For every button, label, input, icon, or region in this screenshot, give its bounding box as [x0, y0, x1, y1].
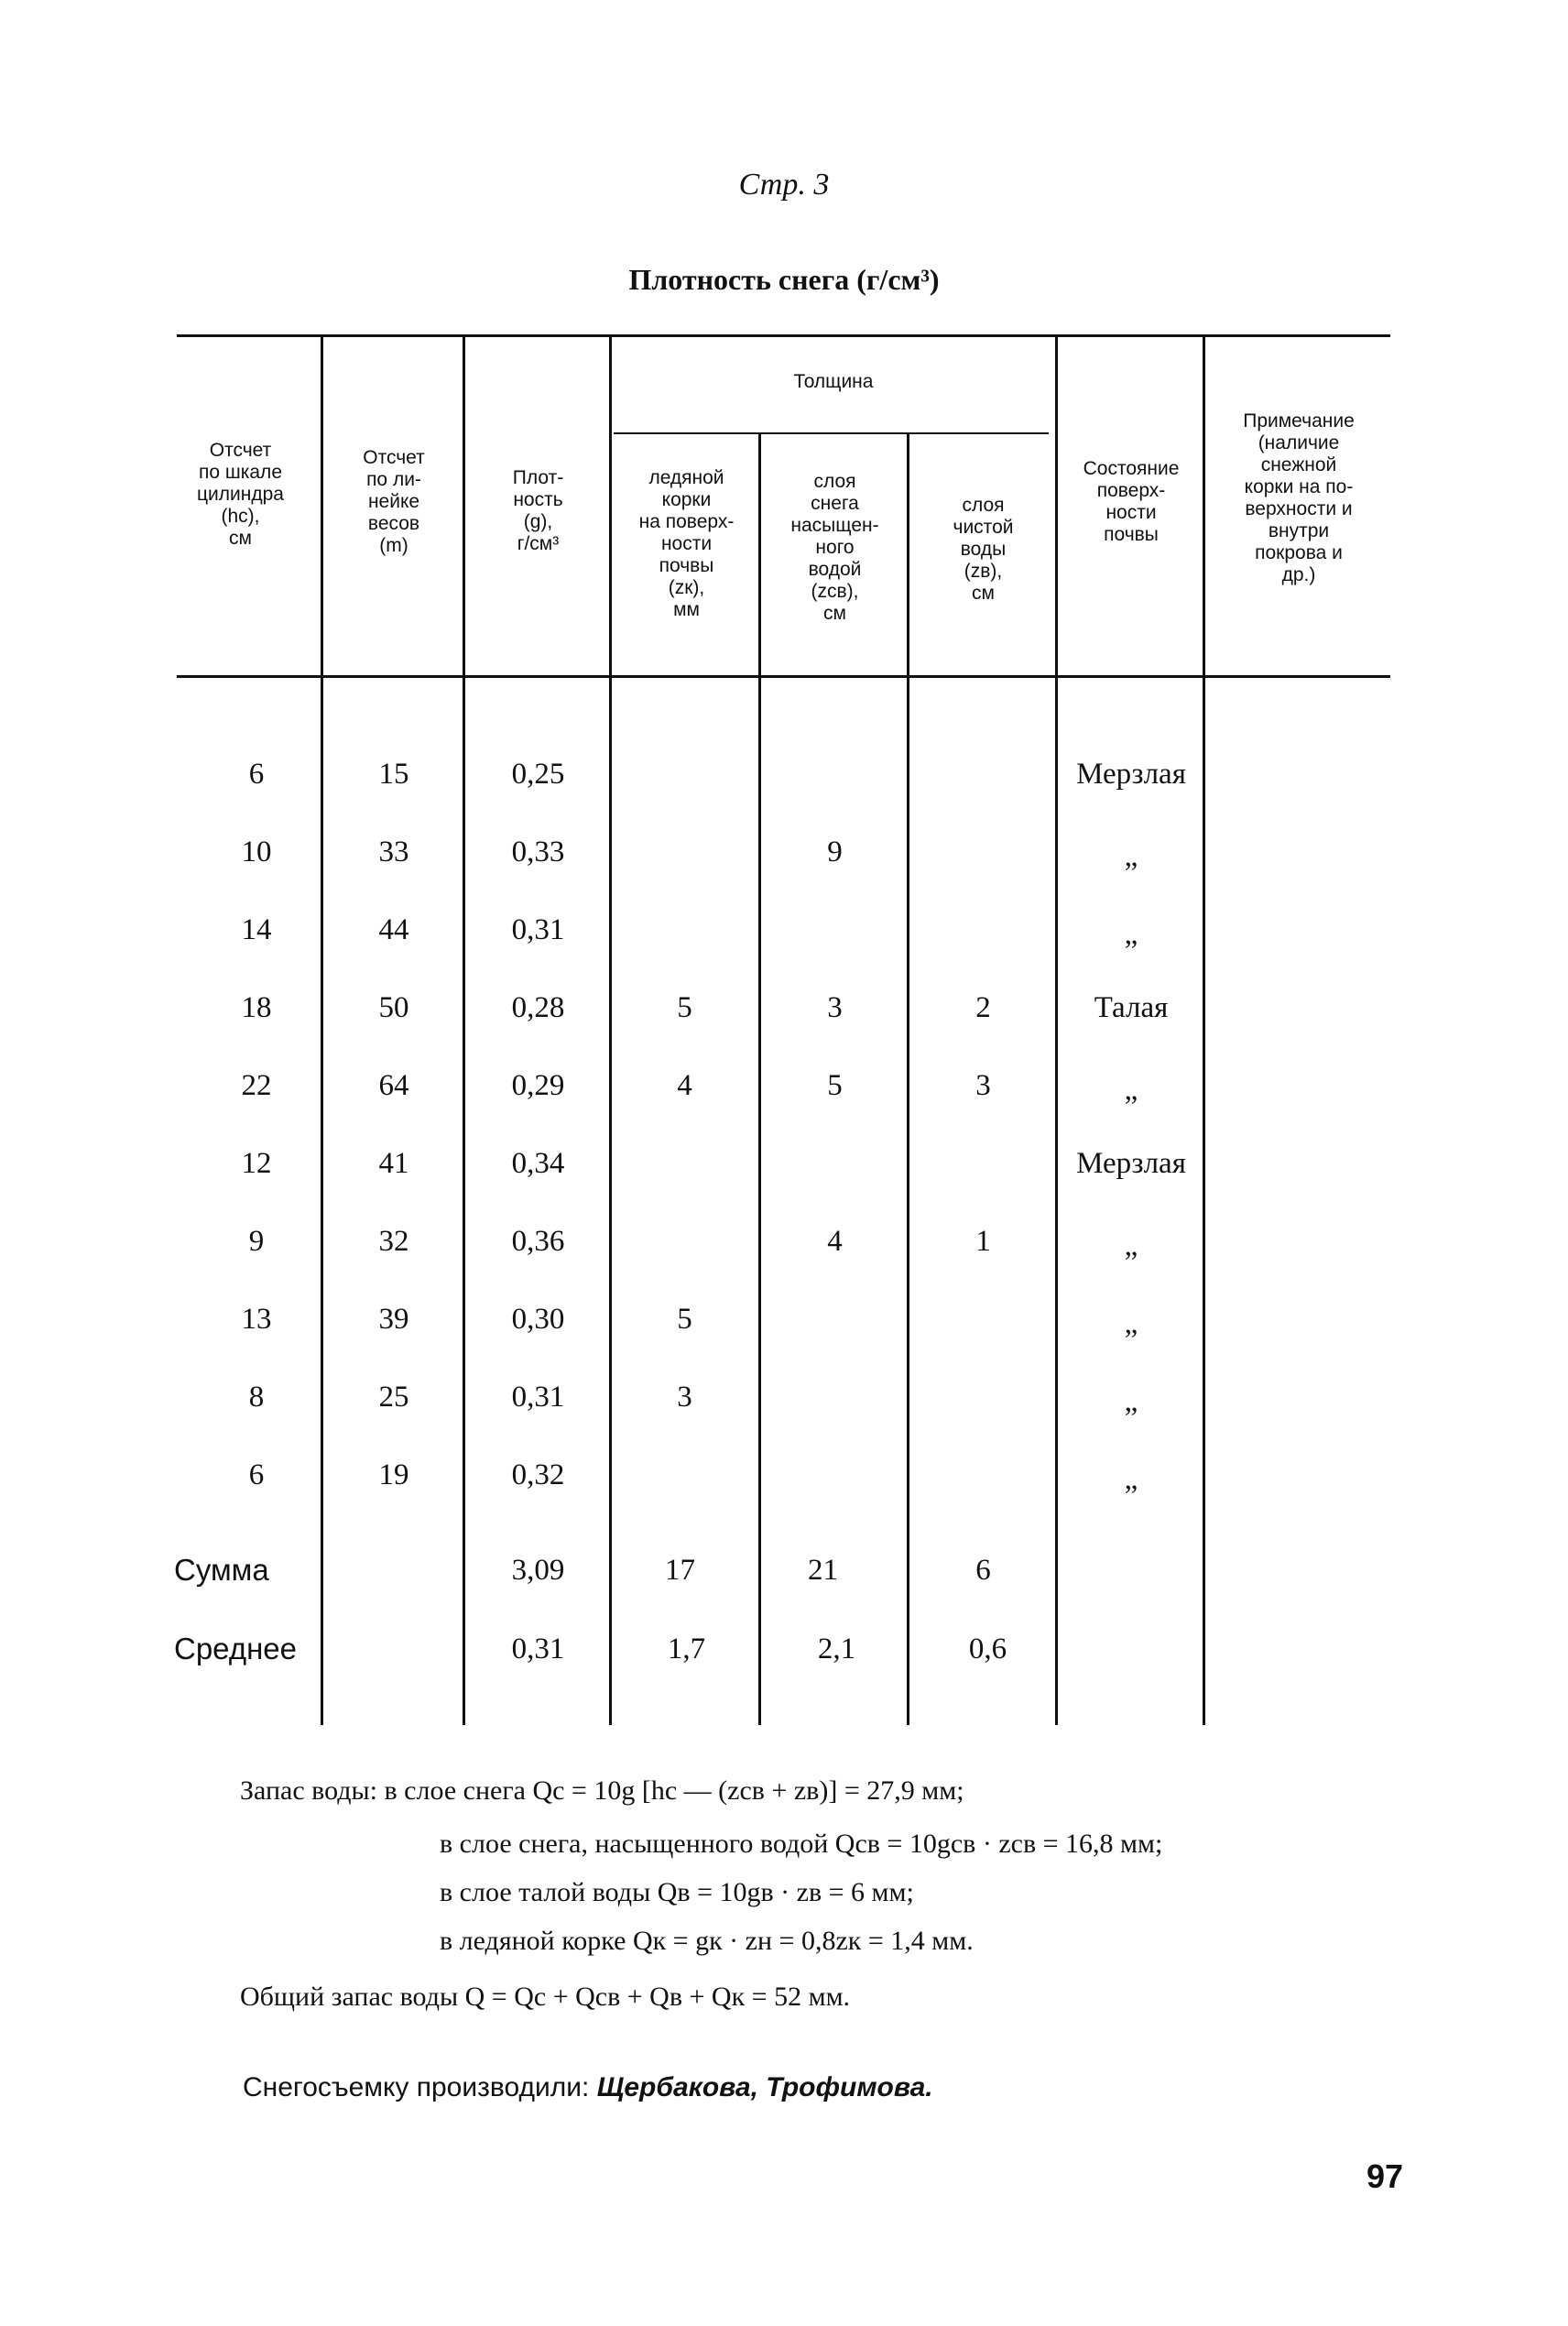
cell-h: 14 [241, 913, 272, 946]
water-reserve-line-3: в слое талой воды Qв = 10gв · zв = 6 мм; [440, 1877, 914, 1907]
cell-state: „ [1124, 1229, 1138, 1262]
cell-state: Мерзлая [1076, 758, 1186, 791]
survey-credit: Снегосъемку производили: Щербакова, Трофимова. [243, 2072, 933, 2102]
cell-g: 0,31 [511, 1381, 565, 1414]
cell-g: 0,34 [511, 1147, 565, 1180]
page-number: 97 [1367, 2157, 1404, 2195]
cell-g: 0,31 [511, 913, 565, 946]
cell-ice: 5 [677, 991, 692, 1024]
sum-water: 6 [975, 1554, 991, 1587]
cell-g: 0,36 [511, 1225, 565, 1258]
cell-water: 1 [975, 1225, 991, 1258]
cell-water: 2 [975, 991, 991, 1024]
header-weights: Отсчет по ли- нейке весов (m) [363, 447, 425, 556]
cell-wet: 9 [827, 835, 843, 868]
cell-h: 10 [241, 835, 272, 868]
cell-m: 39 [378, 1303, 409, 1336]
col-divider-4 [758, 434, 761, 1725]
thickness-subheader-rule [614, 432, 1049, 434]
header-bottom-rule [177, 675, 1390, 678]
cell-ice: 4 [677, 1069, 692, 1102]
cell-h: 22 [241, 1069, 272, 1102]
sum-wet: 21 [808, 1554, 838, 1587]
cell-h: 6 [248, 758, 265, 791]
cell-h: 6 [248, 1458, 265, 1491]
cell-state: Талая [1094, 991, 1169, 1024]
sum-g: 3,09 [511, 1554, 565, 1587]
cell-m: 25 [378, 1381, 409, 1414]
cell-ice: 5 [677, 1303, 692, 1336]
header-h-scale: Отсчет по шкале цилиндра (hс), см [197, 440, 284, 549]
col-divider-7 [1203, 337, 1205, 1725]
water-reserve-total: Общий запас воды Q = Qс + Qсв + Qв + Qк = 52 мм. [240, 1982, 851, 2012]
table-title: Плотность снега (г/см³) [628, 263, 940, 296]
cell-m: 50 [378, 991, 409, 1024]
cell-h: 13 [241, 1303, 272, 1336]
cell-state: „ [1124, 1385, 1138, 1418]
cell-wet: 5 [827, 1069, 843, 1102]
cell-g: 0,32 [511, 1458, 565, 1491]
cell-m: 15 [378, 758, 409, 791]
col-divider-6 [1055, 337, 1058, 1725]
cell-h: 9 [248, 1225, 265, 1258]
water-reserve-line-4: в ледяной корке Qк = gк · zн = 0,8zк = 1,4 мм. [440, 1926, 974, 1956]
col-divider-3 [609, 337, 612, 1725]
cell-h: 8 [248, 1381, 265, 1414]
cell-m: 33 [378, 835, 409, 868]
header-density: Плот- ность (g), г/см³ [512, 467, 564, 554]
mean-label: Среднее [174, 1632, 297, 1665]
mean-ice: 1,7 [667, 1633, 706, 1665]
cell-state: Мерзлая [1076, 1147, 1186, 1180]
cell-h: 12 [241, 1147, 272, 1180]
cell-state: „ [1124, 1463, 1138, 1496]
sum-label: Сумма [174, 1553, 269, 1587]
col-divider-5 [907, 434, 909, 1725]
header-thickness: Толщина [793, 371, 874, 392]
header-note: Примечание (наличие снежной корки на по- верхности и внутри покрова и др.) [1243, 410, 1355, 585]
cell-m: 32 [378, 1225, 409, 1258]
cell-water: 3 [975, 1069, 991, 1102]
cell-m: 41 [378, 1147, 409, 1180]
cell-g: 0,28 [511, 991, 565, 1024]
cell-state: „ [1124, 918, 1138, 951]
page-label: Стр. 3 [738, 168, 830, 202]
cell-m: 64 [378, 1069, 409, 1102]
col-divider-1 [321, 337, 323, 1725]
header-water: слоя чистой воды (zв), см [953, 495, 1014, 604]
cell-ice: 3 [677, 1381, 692, 1414]
header-ice-crust: ледяной корки на поверх- ности почвы (zк), мм [638, 467, 735, 620]
cell-wet: 4 [827, 1225, 843, 1258]
water-reserve-line-2: в слое снега, насыщенного водой Qсв = 10gсв · zсв = 16,8 мм; [440, 1829, 1163, 1859]
mean-water: 0,6 [968, 1633, 1007, 1665]
cell-state: „ [1124, 1307, 1138, 1340]
table-top-rule [177, 334, 1390, 337]
mean-g: 0,31 [511, 1633, 565, 1665]
cell-g: 0,29 [511, 1069, 565, 1102]
cell-g: 0,30 [511, 1303, 565, 1336]
cell-m: 44 [378, 913, 409, 946]
cell-wet: 3 [827, 991, 843, 1024]
cell-g: 0,25 [511, 758, 565, 791]
water-reserve-line-1: Запас воды: в слое снега Qс = 10g [hс — (zсв + zв)] = 27,9 мм; [240, 1775, 964, 1806]
header-wet-snow: слоя снега насыщен- ного водой (zсв), см [790, 471, 879, 624]
cell-state: „ [1124, 1074, 1138, 1107]
header-surface-state: Состояние поверх- ности почвы [1083, 458, 1180, 545]
cell-m: 19 [378, 1458, 409, 1491]
cell-g: 0,33 [511, 835, 565, 868]
col-divider-2 [463, 337, 465, 1725]
mean-wet: 2,1 [817, 1633, 856, 1665]
cell-h: 18 [241, 991, 272, 1024]
sum-ice: 17 [665, 1554, 695, 1587]
cell-state: „ [1124, 840, 1138, 873]
